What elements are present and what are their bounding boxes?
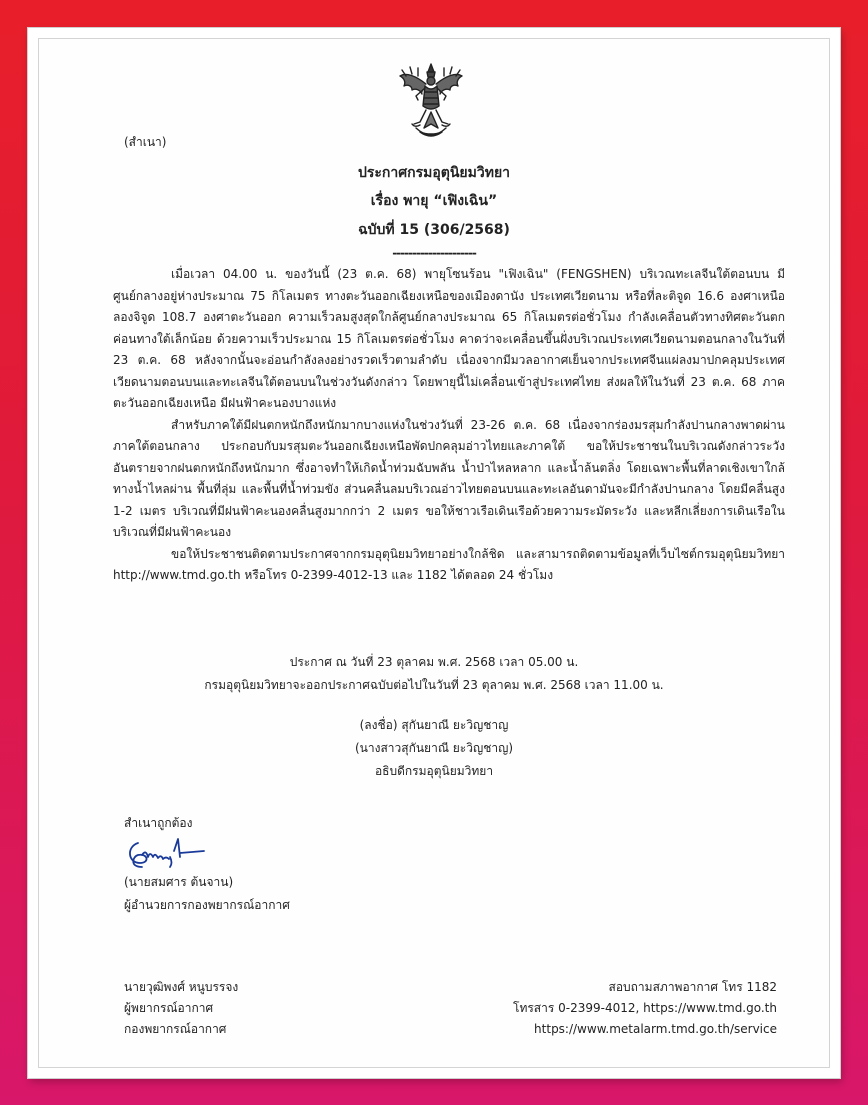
signed-line: (ลงชื่อ) สุกันยาณี ยะวิญชาญ [359,718,509,732]
body-paragraph-1: เมื่อเวลา 04.00 น. ของวันนี้ (23 ต.ค. 68) พายุโซนร้อน "เฟิงเฉิน" (FENGSHEN) บริเวณทะเลจีนใต้ตอนบน มีศูนย์กลางอยู่ห่างประมาณ 75 กิโลเมตร ทางตะวันออกเฉียงเหนือของเมืองดานัง ประเทศเวียดนาม หรือที่ละติจูด 16.6 องศาเหนือ ลองจิจูด 108.7 องศาตะวันออก ความเร็วลมสูงสุดใกล้ศูนย์กลางประมาณ 65 กิโลเมตรต่อชั่วโมง กำลังเคลื่อนตัวทางทิศตะวันตกค่อนทางใต้เล็กน้อย ด้วยความเร็วประมาณ 15 กิโลเมตรต่อชั่วโมง คาดว่าจะเคลื่อนขึ้นฝั่งบริเวณประเทศเวียดนามตอนกลางในวันที่ 23 ต.ค. 68 หลังจากนั้นจะอ่อนกำลังลงอย่างรวดเร็วตามลำดับ เนื่องจากมีมวลอากาศเย็นจากประเทศจีนแผ่ลงมาปกคลุมประเทศเวียดนามตอนบนและทะเลจีนใต้ตอนบนในช่วงวันดังกล่าว โดยพายุนี้ไม่เคลื่อนเข้าสู่ประเทศไทย ส่งผลให้ในวันที่ 23 ต.ค. 68 ภาคตะวันออกเฉียงเหนือ มีฝนฟ้าคะนองบางแห่ง [113,267,785,410]
announcement-issue: ฉบับที่ 15 (306/2568) [358,222,510,238]
certified-position: ผู้อำนวยการกองพยากรณ์อากาศ [124,898,290,912]
document-paper [28,28,840,1078]
forecaster-division: กองพยากรณ์อากาศ [124,1022,227,1036]
fax-web-line: โทรสาร 0-2399-4012, https://www.tmd.go.th [513,1001,777,1015]
certified-name: (นายสมศาร ต้นจาน) [124,875,234,889]
forecaster-role: ผู้พยากรณ์อากาศ [124,1001,214,1015]
announcement-document [28,28,840,1078]
service-url: https://www.metalarm.tmd.go.th/service [534,1022,777,1036]
garuda-emblem-icon [398,62,464,142]
announce-date: ประกาศ ณ วันที่ 23 ตุลาคม พ.ศ. 2568 เวลา 05.00 น. [289,655,579,669]
inquiry-line: สอบถามสภาพอากาศ โทร 1182 [608,980,777,994]
next-announce: กรมอุตุนิยมวิทยาจะออกประกาศฉบับต่อไปในวันที่ 23 ตุลาคม พ.ศ. 2568 เวลา 11.00 น. [204,678,664,692]
announcement-body [113,264,785,587]
body-paragraph-3: ขอให้ประชาชนติดตามประกาศจากกรมอุตุนิยมวิทยาอย่างใกล้ชิด และสามารถติดตามข้อมูลที่เว็บไซต์กรมอุตุนิยมวิทยา http://www.tmd.go.th หรือโทร 0-2399-4012-13 และ 1182 ได้ตลอด 24 ชั่วโมง [113,546,785,582]
announcement-subject: เรื่อง พายุ “เฟิงเฉิน” [370,193,498,209]
copy-note: (สำเนา) [124,135,167,149]
signatory-position: อธิบดีกรมอุตุนิยมวิทยา [374,764,494,778]
handwritten-signature [124,833,208,871]
signatory-name: (นางสาวสุกันยาณี ยะวิญชาญ) [354,741,514,755]
certified-label: สำเนาถูกต้อง [124,816,193,830]
forecaster-name: นายวุฒิพงศ์ หนูบรรจง [124,980,239,994]
title-divider: --------------------- [392,246,476,260]
body-paragraph-2: สำหรับภาคใต้มีฝนตกหนักถึงหนักมากบางแห่งในช่วงวันที่ 23-26 ต.ค. 68 เนื่องจากร่องมรสุมกำลังปานกลางพาดผ่านภาคใต้ตอนกลาง ประกอบกับมรสุมตะวันออกเฉียงเหนือพัดปกคลุมอ่าวไทยและภาคใต้ ขอให้ประชาชนในบริเวณดังกล่าวระวังอันตรายจากฝนตกหนักถึงหนักมาก ซึ่งอาจทำให้เกิดน้ำท่วมฉับพลัน น้ำป่าไหลหลาก และน้ำล้นตลิ่ง โดยเฉพาะพื้นที่ลาดเชิงเขาใกล้ทางน้ำไหลผ่าน พื้นที่ลุ่ม และพื้นที่น้ำท่วมขัง ส่วนคลื่นลมบริเวณอ่าวไทยตอนบนและทะเลอันดามันจะมีกำลังปานกลาง โดยมีคลื่นสูง 1-2 เมตร บริเวณที่มีฝนฟ้าคะนองคลื่นสูงมากกว่า 2 เมตร ขอให้ชาวเรือเดินเรือด้วยความระมัดระวัง และหลีกเลี่ยงการเดินเรือในบริเวณที่มีฝนฟ้าคะนอง [113,417,785,539]
announcement-title: ประกาศกรมอุตุนิยมวิทยา [357,165,511,181]
